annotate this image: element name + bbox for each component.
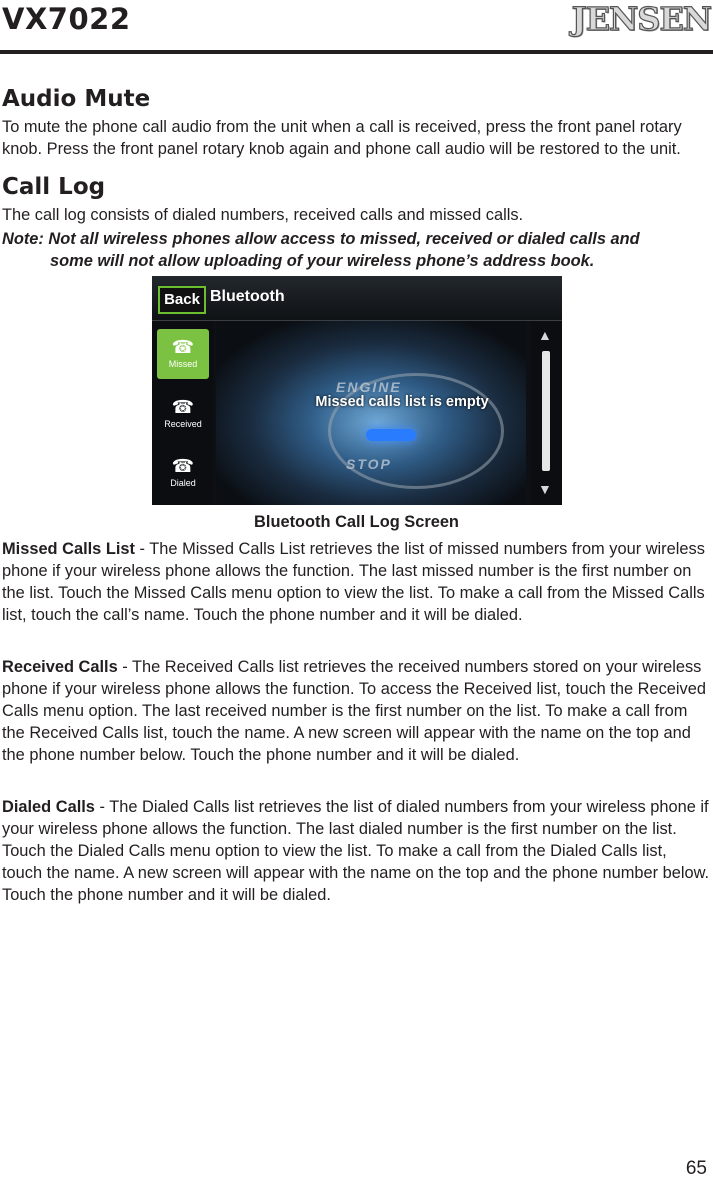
header-rule <box>0 50 713 54</box>
screen-title: Bluetooth <box>210 288 285 305</box>
engine-glow <box>366 429 416 441</box>
phone-dialed-icon: ☎ <box>171 456 195 476</box>
received-button <box>157 389 209 439</box>
page-content <box>2 86 710 906</box>
phone-received-icon: ☎ <box>171 397 195 417</box>
screen-topbar <box>152 276 562 321</box>
note-line-1: Note: Not all wireless phones allow access to missed, received or dialed calls and <box>2 230 640 248</box>
phone-missed-icon: ☎ <box>171 337 195 357</box>
scroll-down-icon: ▼ <box>538 481 552 497</box>
scroll-track <box>542 351 550 471</box>
figure-caption: Bluetooth Call Log Screen <box>254 513 459 531</box>
dialed-calls-paragraph <box>2 796 710 906</box>
page-header <box>0 0 713 56</box>
page-number: 65 <box>685 1158 707 1179</box>
note-line-2: some will not allow uploading of your wireless phone’s address book. <box>50 252 595 270</box>
dialed-calls-term: Dialed Calls <box>2 798 95 816</box>
dialed-label: Dialed <box>170 478 196 488</box>
stop-text: STOP <box>346 456 392 472</box>
received-label: Received <box>164 419 202 429</box>
back-button: Back <box>158 286 206 314</box>
dialed-calls-body: - The Dialed Calls list retrieves the list of dialed numbers from your wireless phone if your wireless phone allows the function. The last dialed number is the first number on the list. Touch the Dialed Calls menu option to view the list. To make a call from the Dialed Calls list, touch the name. A new screen will appear with the name on the top and the phone number below. Touch the phone number and it will be dialed. <box>2 798 710 904</box>
missed-calls-body: - The Missed Calls List retrieves the list of missed numbers from your wireless phone if your wireless phone allows the function. The last missed number is the first number on the list. Touch the Missed Calls menu option to view the list. To make a call from the Missed Calls list, touch the call’s name. Touch the phone number and it will be dialed. <box>2 540 705 624</box>
screen-main <box>216 321 526 505</box>
screen-sidebar <box>152 321 214 505</box>
missed-button <box>157 329 209 379</box>
missed-label: Missed <box>168 359 198 369</box>
call-log-note <box>2 228 710 272</box>
bluetooth-call-log-screenshot <box>152 276 562 505</box>
scroll-up-icon: ▲ <box>538 327 552 343</box>
audio-mute-heading: Audio Mute <box>2 86 151 112</box>
audio-mute-body: To mute the phone call audio from the unit when a call is received, press the front panel rotary knob. Press the front panel rotary knob again and phone call audio will be restored to the unit. <box>2 118 682 158</box>
call-log-body: The call log consists of dialed numbers, received calls and missed calls. <box>2 206 524 224</box>
empty-list-message: Missed calls list is empty <box>315 394 489 410</box>
received-calls-term: Received Calls <box>2 658 118 676</box>
brand-logo: JENSEN <box>571 0 711 38</box>
engine-text: ENGINE <box>336 379 402 395</box>
missed-calls-term: Missed Calls List <box>2 540 135 558</box>
missed-calls-paragraph <box>2 538 710 626</box>
screen-scrollbar <box>530 321 562 505</box>
dialed-button <box>157 448 209 498</box>
received-calls-body: - The Received Calls list retrieves the received numbers stored on your wireless phone if your wireless phone allows the function. To access the Received list, touch the Received Calls menu option. The last received number is the first number on the list. To make a call from the Received Calls list, touch the name. A new screen will appear with the name on the top and the phone number below. Touch the phone number and it will be dialed. <box>2 658 706 764</box>
received-calls-paragraph <box>2 656 710 766</box>
call-log-heading: Call Log <box>2 174 106 200</box>
model-number: VX7022 <box>2 2 131 36</box>
